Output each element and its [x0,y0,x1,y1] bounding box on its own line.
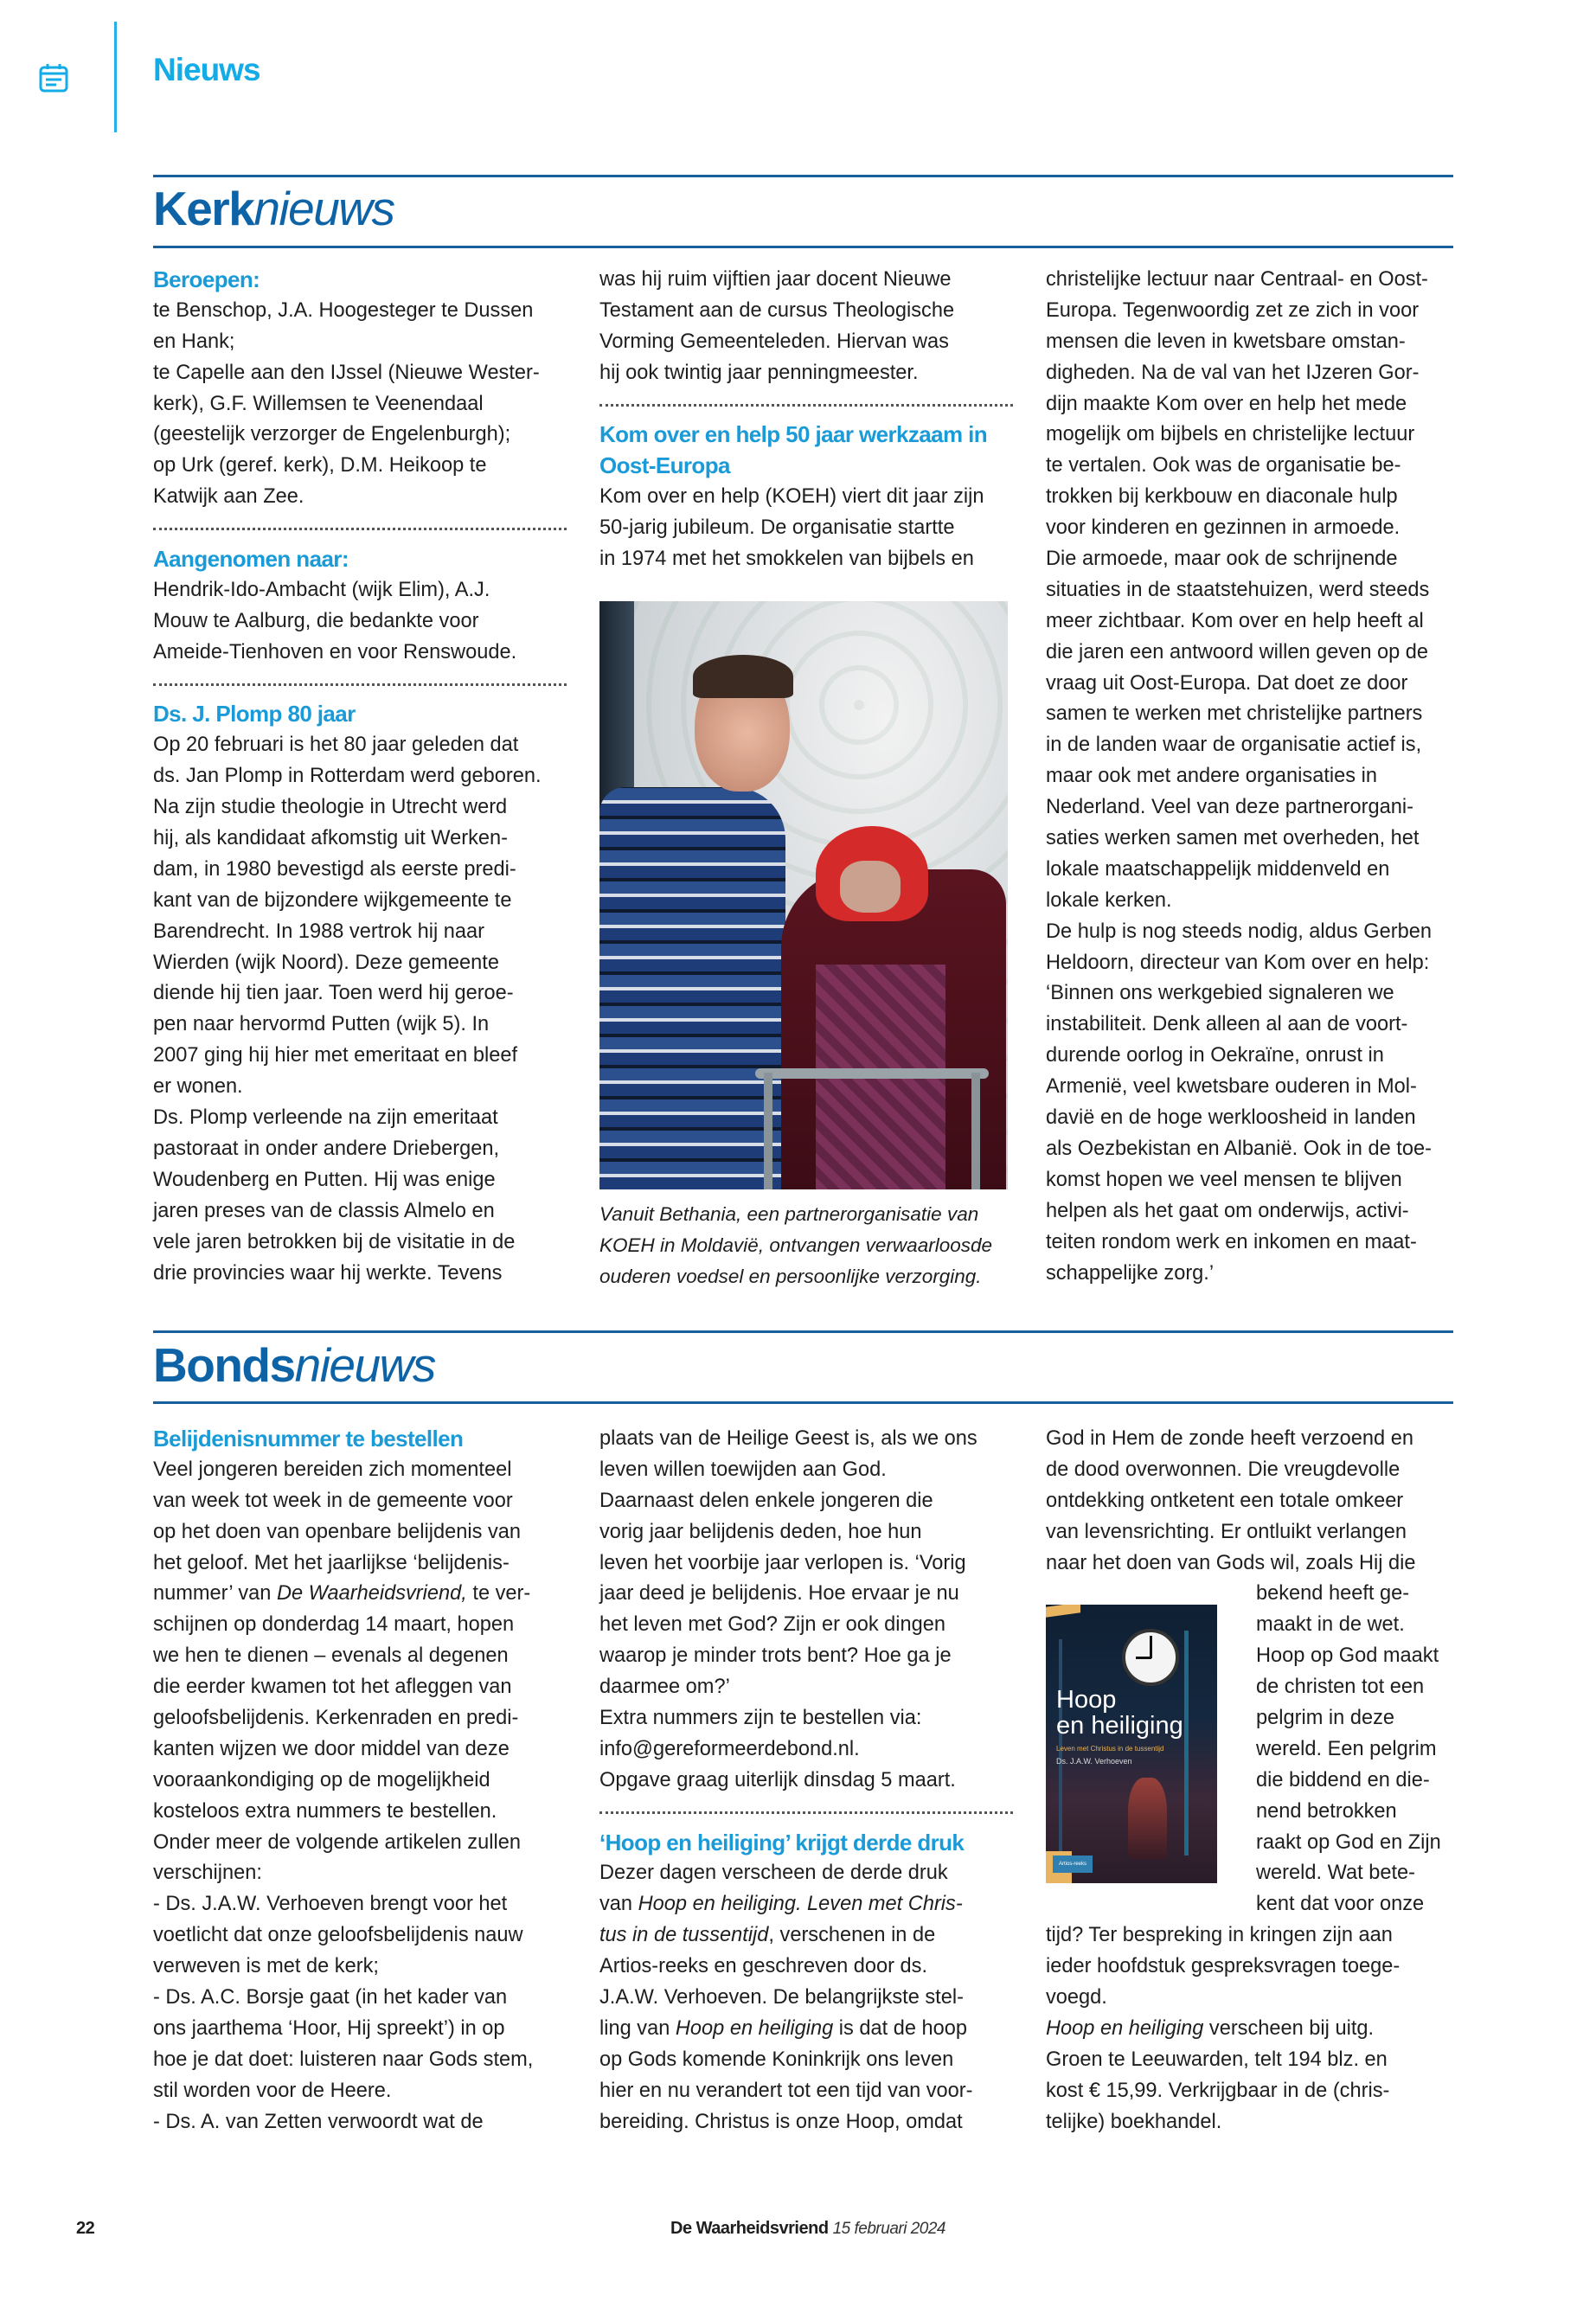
text-line: als Oezbekistan en Albanië. Ook in de toe- [1046,1137,1432,1160]
text-line: raakt op God en Zijn [1256,1830,1441,1854]
dotted-separator [153,513,567,544]
text-line: maakt in de wet. [1256,1613,1405,1637]
text-line: pastoraat in onder andere Driebergen, [153,1137,500,1160]
text-line: Europa. Tegenwoordig zet ze zich in voor [1046,298,1420,322]
text-line: op het doen van openbare belijdenis van [153,1520,522,1543]
bondsnieuws-column-1 [153,1424,567,2138]
text-line: telijke) boekhandel. [1046,2110,1222,2133]
text-line: het geloof. Met het jaarlijkse ‘belijdenis- [153,1551,510,1574]
text-line: Armenië, veel kwetsbare ouderen in Mol- [1046,1075,1417,1099]
article-subheading: Belijdenisnummer te bestellen [153,1426,464,1452]
text-line: teiten rondom werk en inkomen en maat- [1046,1230,1417,1253]
text-line: wereld. Een pelgrim [1256,1737,1437,1760]
dotted-separator [599,389,1013,420]
text-line: hij ook twintig jaar penningmeester. [599,361,919,384]
text-line: jaar deed je belijdenis. Hoe ervaar je nu [599,1582,959,1606]
page-number: 22 [76,2219,95,2238]
text-line: de christen tot een [1256,1676,1425,1699]
text-line: nend betrokken [1256,1799,1397,1823]
italic-segment: De Waarheidsvriend, [276,1582,467,1606]
heading-italic: nieuws [253,182,394,235]
text-line: die jaren een antwoord willen geven op de [1046,640,1429,663]
text-line: bekend heeft ge- [1256,1582,1410,1606]
text-line: Hoop op God maakt [1256,1644,1439,1668]
text-line: Extra nummers zijn te bestellen via: [599,1707,922,1730]
text-segment: verscheen bij uitg. [1203,2016,1375,2040]
text-line: - Ds. A. van Zetten verwoordt wat de [153,2110,484,2133]
text-line: wereld. Wat bete- [1256,1862,1416,1885]
bondsnieuws-top-rule [153,1330,1453,1333]
book-cover [1046,1605,1217,1883]
text-segment: , verschenen in de [768,1924,936,1947]
text-line: mensen die leven in kwetsbare omstan- [1046,330,1406,353]
italic-segment: Hoop en heiliging. Leven met Chris- [638,1893,963,1916]
text-line: Kom over en help (KOEH) viert dit jaar zijn [599,485,984,509]
text-line: was hij ruim vijftien jaar docent Nieuwe [599,268,952,291]
text-line: vooraankondiging op de mogelijkheid [153,1768,490,1791]
text-line: maar ook met andere organisaties in [1046,765,1377,788]
text-line: info@gereformeerdebond.nl. [599,1737,860,1760]
text-line: Woudenberg en Putten. Hij was enige [153,1168,496,1191]
text-segment: van [599,1893,638,1916]
text-line: pen naar hervormd Putten (wijk 5). In [153,1013,490,1036]
text-line: en Hank; [153,330,235,353]
text-line: pelgrim in deze [1256,1707,1394,1730]
text-line: Ds. Plomp verleende na zijn emeritaat [153,1106,498,1130]
text-line: komst hopen we veel mensen te blijven [1046,1168,1402,1191]
text-line: Groen te Leeuwarden, telt 194 blz. en [1046,2048,1388,2071]
text-line: kost € 15,99. Verkrijgbaar in de (chris- [1046,2079,1390,2102]
clock-icon [1122,1629,1179,1686]
kerknieuws-column-1 [153,265,567,1289]
dotted-separator [153,669,567,700]
text-line: we hen te dienen – evenals al degenen [153,1644,509,1668]
text-line: plaats van de Heilige Geest is, als we ons [599,1427,977,1450]
text-line: kosteloos extra nummers te bestellen. [153,1799,497,1823]
calendar-icon [38,62,71,93]
text-line: dijn maakte Kom over en help het mede [1046,392,1407,415]
text-line: christelijke lectuur naar Centraal- en Oost- [1046,268,1428,291]
text-line: ontdekking ontketent een totale omkeer [1046,1489,1404,1512]
heading-bold: Kerk [153,182,254,235]
text-line: Artios-reeks en geschreven door ds. [599,1955,927,1978]
dotted-separator [599,1797,1013,1828]
text-line: Vorming Gemeenteleden. Hiervan was [599,330,949,353]
text-line: die eerder kwamen tot het afleggen van [153,1676,512,1699]
text-line: drie provincies waar hij werkte. Tevens [153,1261,503,1285]
text-line: de dood overwonnen. Die vreugdevolle [1046,1458,1401,1481]
text-line: in de landen waar de organisatie actief is, [1046,734,1422,757]
kerknieuws-heading [153,182,394,235]
text-line: naar het doen van Gods wil, zoals Hij die [1046,1551,1416,1574]
book-subtitle: Leven met Christus in de tussentijd [1056,1745,1164,1753]
text-line: te vertalen. Ook was de organisatie be- [1046,454,1401,478]
text-line: Daarnaast delen enkele jongeren die [599,1489,933,1512]
text-line: (geestelijk verzorger de Engelenburgh); [153,423,511,446]
text-line: Dezer dagen verscheen de derde druk [599,1862,948,1885]
text-line: te Benschop, J.A. Hoogesteger te Dussen [153,298,534,322]
text-line: tijd? Ter bespreking in kringen zijn aan [1046,1924,1393,1947]
article-subheading: Ds. J. Plomp 80 jaar [153,701,356,727]
text-line: verweven is met de kerk; [153,1955,379,1978]
text-line: waarop je minder trots bent? Hoe ga je [599,1644,952,1668]
article-subheading: Oost-Europa [599,452,730,479]
text-line [599,1920,1013,1952]
header-divider [114,22,117,132]
text-segment: ling van [599,2016,676,2040]
text-line: Na zijn studie theologie in Utrecht werd [153,796,508,819]
text-line: hier en nu verandert tot een tijd van voor- [599,2079,973,2102]
text-line: 50-jarig jubileum. De organisatie startte [599,516,955,540]
text-line: J.A.W. Verhoeven. De belangrijkste stel- [599,1986,964,2009]
kerknieuws-column-3 [1046,265,1459,1289]
text-line: Opgave graag uiterlijk dinsdag 5 maart. [599,1768,956,1791]
text-line: lokale kerken. [1046,888,1172,912]
text-line: bereiding. Christus is onze Hoop, omdat [599,2110,963,2133]
koeh-photo [599,601,1008,1189]
text-line: van week tot week in de gemeente voor [153,1489,513,1512]
article-subheading: Aangenomen naar: [153,546,349,573]
text-line: in 1974 met het smokkelen van bijbels en [599,548,974,571]
magazine-footer [670,2219,945,2239]
text-line: op Gods komende Koninkrijk ons leven [599,2048,954,2071]
text-line: - Ds. J.A.W. Verhoeven brengt voor het [153,1893,508,1916]
issue-date: 15 februari 2024 [832,2220,945,2238]
italic-segment: Hoop en heiliging [1046,2016,1204,2040]
bondsnieuws-heading [153,1338,435,1392]
text-line: KOEH in Moldavië, ontvangen verwaarloosde [599,1234,992,1256]
kerknieuws-column-2 [599,265,1013,575]
text-line: Katwijk aan Zee. [153,485,304,509]
text-line: helpen als het gaat om onderwijs, activi- [1046,1199,1409,1222]
text-segment: te ver- [466,1582,531,1606]
heading-italic: nieuws [294,1338,435,1392]
text-line: te Capelle aan den IJssel (Nieuwe Wester- [153,361,540,384]
text-line: - Ds. A.C. Borsje gaat (in het kader van [153,1986,508,2009]
text-line: Die armoede, maar ook de schrijnende [1046,548,1398,571]
text-segment: nummer’ van [153,1582,277,1606]
text-line: ds. Jan Plomp in Rotterdam werd geboren. [153,765,542,788]
book-author: Ds. J.A.W. Verhoeven [1056,1757,1132,1766]
bondsnieuws-column-2 [599,1424,1013,2138]
text-line [153,1579,567,1610]
text-line: digheden. Na de val van het IJzeren Gor- [1046,361,1420,384]
magazine-name: De Waarheidsvriend [670,2219,829,2238]
book-title [1056,1687,1183,1739]
text-segment: is dat de hoop [833,2016,968,2040]
text-line: Op 20 februari is het 80 jaar geleden dat [153,734,519,757]
text-line: davië en de hoge werkloosheid in landen [1046,1106,1416,1130]
text-line [1046,2014,1459,2045]
text-line: vele jaren betrokken bij de visitatie in de [153,1230,516,1253]
text-line: van levensrichting. Er ontluikt verlangen [1046,1520,1407,1543]
text-line: Hendrik-Ido-Ambacht (wijk Elim), A.J. [153,578,490,601]
text-line: vraag uit Oost-Europa. Dat doet ze door [1046,671,1408,695]
text-line: Nederland. Veel van deze partnerorgani- [1046,796,1413,819]
text-line: kanten wijzen we door middel van deze [153,1737,510,1760]
book-title-line-2: en heiliging [1056,1712,1183,1740]
text-line [599,2014,1013,2045]
text-line: saties werken samen met overheden, het [1046,827,1420,850]
text-line: Ameide-Tienhoven en voor Renswoude. [153,640,517,663]
text-line: kent dat voor onze [1256,1893,1425,1916]
text-line: op Urk (geref. kerk), D.M. Heikoop te [153,454,487,478]
text-line: mogelijk om bijbels en christelijke lectuur [1046,423,1415,446]
article-subheading: ‘Hoop en heiliging’ krijgt derde druk [599,1829,965,1856]
text-line: geloofsbelijdenis. Kerkenraden en predi- [153,1707,519,1730]
text-line: Mouw te Aalburg, die bedankte voor [153,609,479,632]
text-line: voetlicht dat onze geloofsbelijdenis nauw [153,1924,523,1947]
text-line: jaren preses van de classis Almelo en [153,1199,495,1222]
text-line: leven willen toewijden aan God. [599,1458,887,1481]
text-line: voegd. [1046,1986,1107,2009]
text-line: ieder hoofdstuk gespreksvragen toege- [1046,1955,1401,1978]
kerknieuws-top-rule [153,175,1453,177]
text-line: verschijnen: [153,1862,262,1885]
kerknieuws-bottom-rule [153,246,1453,248]
article-subheading: Kom over en help 50 jaar werkzaam in [599,421,988,448]
text-line [599,1889,1013,1920]
text-line: instabiliteit. Denk alleen al aan de voort- [1046,1013,1408,1036]
text-line: ouderen voedsel en persoonlijke verzorging. [599,1265,982,1287]
text-line: stil worden voor de Heere. [153,2079,392,2102]
text-line: diende hij tien jaar. Toen werd hij geroe- [153,982,514,1005]
text-line: trokken bij kerkbouw en diaconale hulp [1046,485,1398,509]
text-line: Veel jongeren bereiden zich momenteel [153,1458,512,1481]
text-line: er wonen. [153,1075,243,1099]
text-line: vorig jaar belijdenis deden, hoe hun [599,1520,922,1543]
text-line: dam, in 1980 bevestigd als eerste predi- [153,857,516,881]
text-line: Heldoorn, directeur van Kom over en help: [1046,951,1430,974]
italic-segment: tus in de tussentijd [599,1924,769,1947]
text-line: Wierden (wijk Noord). Deze gemeente [153,951,499,974]
text-line: die biddend en die- [1256,1768,1430,1791]
book-title-line-1: Hoop [1056,1686,1117,1714]
text-line: Onder meer de volgende artikelen zullen [153,1830,521,1854]
text-line: Testament aan de cursus Theologische [599,298,955,322]
photo-caption [599,1199,1013,1292]
series-badge: Artios-reeks [1053,1856,1093,1873]
bondsnieuws-bottom-rule [153,1401,1453,1404]
text-line: hoe je dat doet: luisteren naar Gods stem, [153,2048,534,2071]
heading-bold: Bonds [153,1338,295,1392]
text-line: ‘Binnen ons werkgebied signaleren we [1046,982,1394,1005]
text-line: voor kinderen en gezinnen in armoede. [1046,516,1401,540]
text-line: God in Hem de zonde heeft verzoend en [1046,1427,1413,1450]
text-line: schijnen op donderdag 14 maart, hopen [153,1613,515,1637]
text-line: situaties in de staatstehuizen, werd steeds [1046,578,1430,601]
section-label: Nieuws [153,52,260,87]
text-line: De hulp is nog steeds nodig, aldus Gerben [1046,920,1432,943]
italic-segment: Hoop en heiliging [675,2016,834,2040]
text-line: kant van de bijzondere wijkgemeente te [153,888,512,912]
text-line: daarmee om?’ [599,1676,730,1699]
text-line: hij, als kandidaat afkomstig uit Werken- [153,827,509,850]
text-line: Vanuit Bethania, een partnerorganisatie van [599,1203,979,1225]
text-line: samen te werken met christelijke partners [1046,702,1423,726]
text-line: lokale maatschappelijk middenveld en [1046,857,1390,881]
text-line: meer zichtbaar. Kom over en help heeft al [1046,609,1424,632]
text-line: kerk), G.F. Willemsen te Veenendaal [153,392,484,415]
text-line: leven het voorbije jaar verlopen is. ‘Vorig [599,1551,966,1574]
text-line: ons jaarthema ‘Hoor, Hij spreekt’) in op [153,2016,505,2040]
text-line: durende oorlog in Oekraïne, onrust in [1046,1044,1384,1067]
text-line: Barendrecht. In 1988 vertrok hij naar [153,920,484,943]
text-line: het leven met God? Zijn er ook dingen [599,1613,946,1637]
text-line: 2007 ging hij hier met emeritaat en bleef [153,1044,518,1067]
text-line: schappelijke zorg.’ [1046,1261,1215,1285]
article-subheading: Beroepen: [153,266,260,292]
